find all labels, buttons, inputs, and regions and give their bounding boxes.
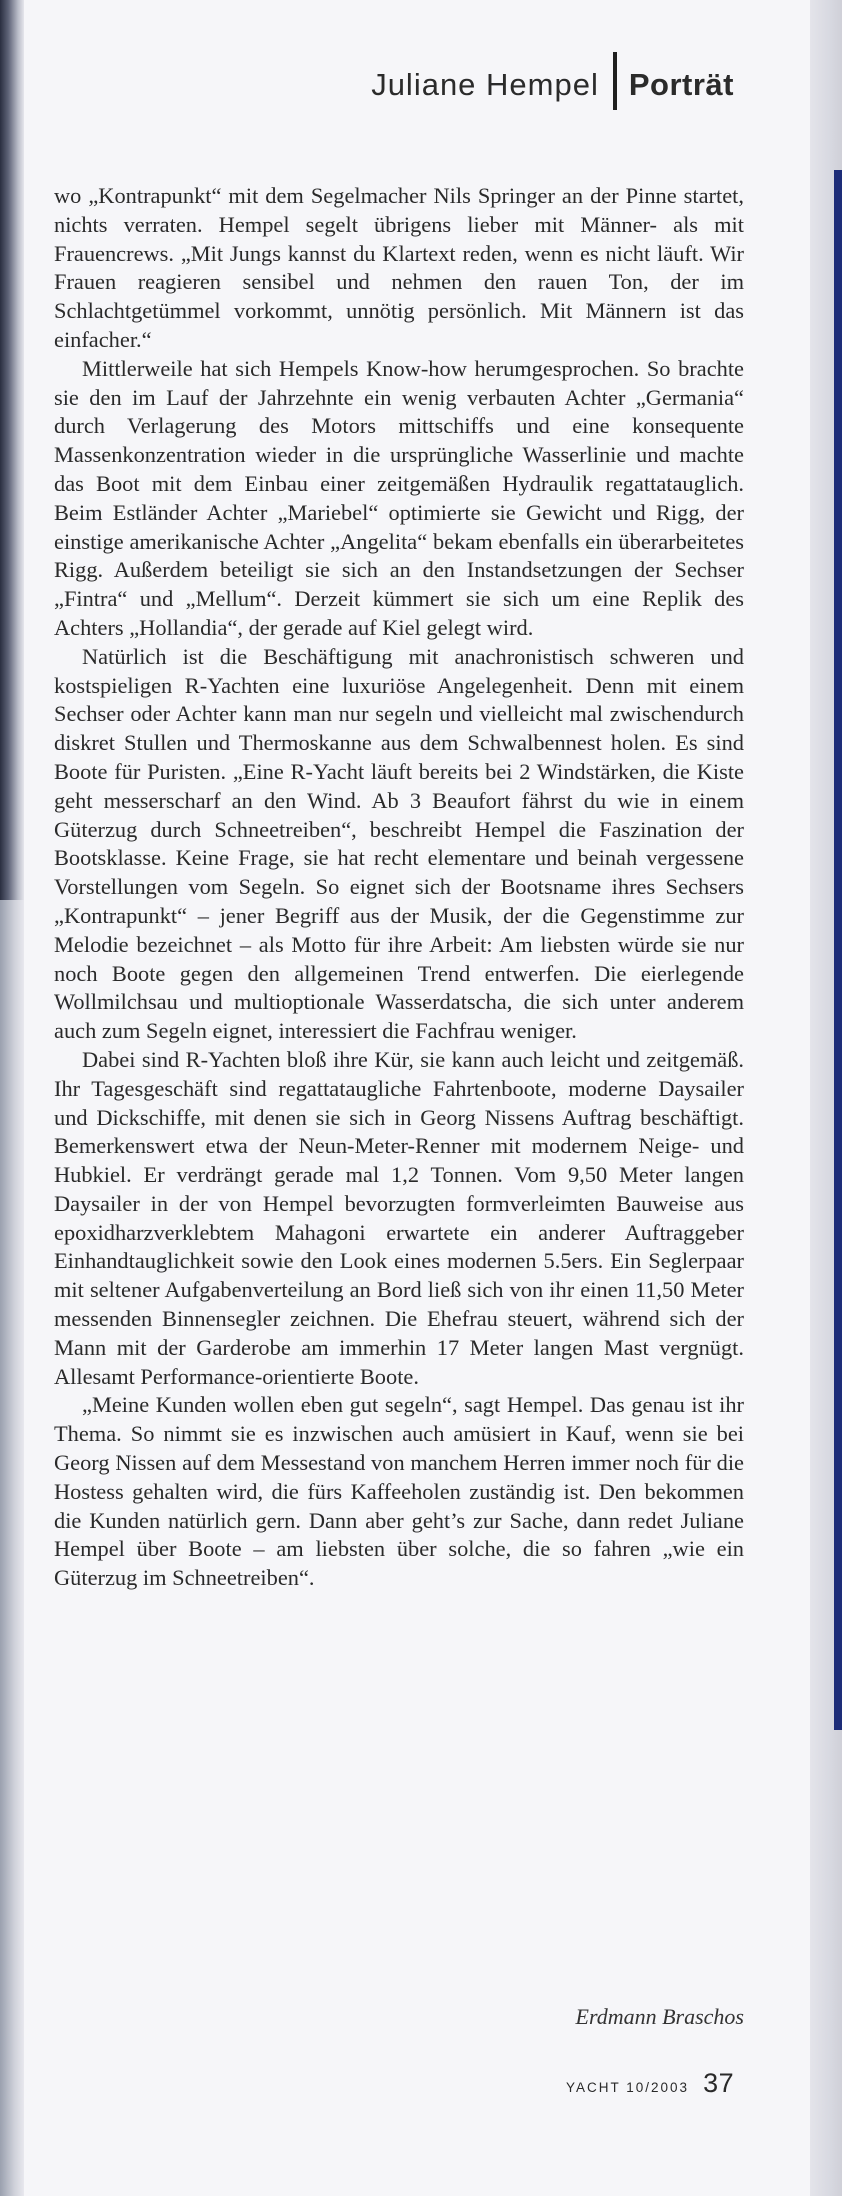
author-signature: Erdmann Braschos (575, 2004, 744, 2029)
header-divider (613, 52, 617, 110)
page-gutter-shadow (0, 0, 24, 2196)
paragraph: Dabei sind R-Yachten bloß ihre Kür, sie kann auch leicht und zeitgemäß. Ihr Tagesgeschäft sind regattataugliche Fahrtenboote, moderne Daysailer und Dickschiffe, mit denen sie sich in Georg Nissens Auftrag beschäftigt. Bemerkenswert etwa der Neun-Meter-Renner mit modernem Neige- und Hubkiel. Er verdrängt gerade mal 1,2 Tonnen. Vom 9,50 Meter langen Daysailer in der von Hempel bevorzugten formverleimten Bauweise aus epoxidharzverklebtem Mahagoni erwartete ein anderer Auftraggeber Einhandtauglichkeit sowie den Look eines modernen 5.5ers. Ein Seglerpaar mit seltener Aufgabenverteilung an Bord ließ sich von ihr einen 11,50 Meter messenden Binnensegler zeichnen. Die Ehefrau steuert, während sich der Mann mit der Garderobe am immerhin 17 Meter langen Mast vergnügt. Allesamt Performance-orientierte Boote. (54, 1046, 744, 1389)
paragraph: Mittlerweile hat sich Hempels Know-how herumgesprochen. So brachte sie den im Lauf der Jahrzehnte ein wenig verbauten Achter „Germania“ durch Verlagerung des Motors mittschiffs und eine konsequente Massenkonzentration wieder in die ursprüngliche Wasserlinie und machte das Boot mit dem Einbau einer zeitgemäßen Hydraulik regattatauglich. Beim Estländer Achter „Mariebel“ optimierte sie Gewicht und Rigg, der einstige amerikanische Achter „Angelita“ bekam ebenfalls ein überarbeitetes Rigg. Außerdem beteiligt sie sich an den Instandsetzungen der Sechser „Fintra“ und „Mellum“. Derzeit kümmert sie sich um eine Replik des Achters „Hollandia“, der gerade auf Kiel gelegt wird. (54, 355, 744, 640)
page-number: 37 (703, 2068, 735, 2098)
next-page-blue-strip (834, 170, 842, 1730)
footer-magazine-issue: YACHT 10/2003 (566, 2080, 690, 2095)
running-header (371, 56, 734, 114)
page-footer (566, 2068, 734, 2099)
header-author: Juliane Hempel (371, 67, 599, 102)
paragraph: Natürlich ist die Beschäftigung mit anachronistisch schweren und kostspieligen R-Yachten eine luxuriöse Angelegenheit. Denn mit einem Sechser oder Achter kann man nur segeln und vielleicht mal zwischendurch diskret Stullen und Thermoskanne aus dem Schwalbennest holen. Es sind Boote für Puristen. „Eine R-Yacht läuft bereits bei 2 Windstärken, die Kiste geht messerscharf an den Wind. Ab 3 Beaufort fährst du wie in einem Güterzug durch Schneetreiben“, beschreibt Hempel die Faszination der Bootsklasse. Keine Frage, sie hat recht elementare und beinah vergessene Vorstellungen vom Segeln. So eignet sich der Bootsname ihres Sechsers „Kontrapunkt“ – jener Begriff aus der Musik, der die Gegenstimme zur Melodie bezeichnet – als Motto für ihre Arbeit: Am liebsten würde sie nur noch Boote gegen den allgemeinen Trend entwerfen. Die eierlegende Wollmilchsau und multioptionale Wasserdatscha, die sich unter anderem auch zum Segeln eignet, interessiert die Fachfrau weniger. (54, 643, 744, 1044)
header-section: Porträt (628, 67, 734, 102)
paragraph: wo „Kontrapunkt“ mit dem Segelmacher Nils Springer an der Pinne startet, nichts verraten. Hempel segelt übrigens lieber mit Männer- als mit Frauencrews. „Mit Jungs kannst du Klartext reden, wenn es nicht läuft. Wir Frauen reagieren sensibel und nehmen den rauen Ton, der im Schlachtgetümmel vorkommt, unnötig persönlich. Mit Männern ist das einfacher.“ (54, 183, 744, 352)
paragraph: „Meine Kunden wollen eben gut segeln“, sagt Hempel. Das genau ist ihr Thema. So nimmt sie es inzwischen auch amüsiert in Kauf, wenn sie bei Georg Nissen auf dem Messestand von manchem Herren immer noch für die Hostess gehalten wird, die fürs Kaffeeholen zuständig ist. Den bekommen die Kunden natürlich gern. Dann aber geht’s zur Sache, dann redet Juliane Hempel über Boote – am liebsten über solche, die so fahren „wie ein Güterzug im Schneetreiben“. (54, 1392, 744, 1591)
article-body (54, 182, 744, 1593)
